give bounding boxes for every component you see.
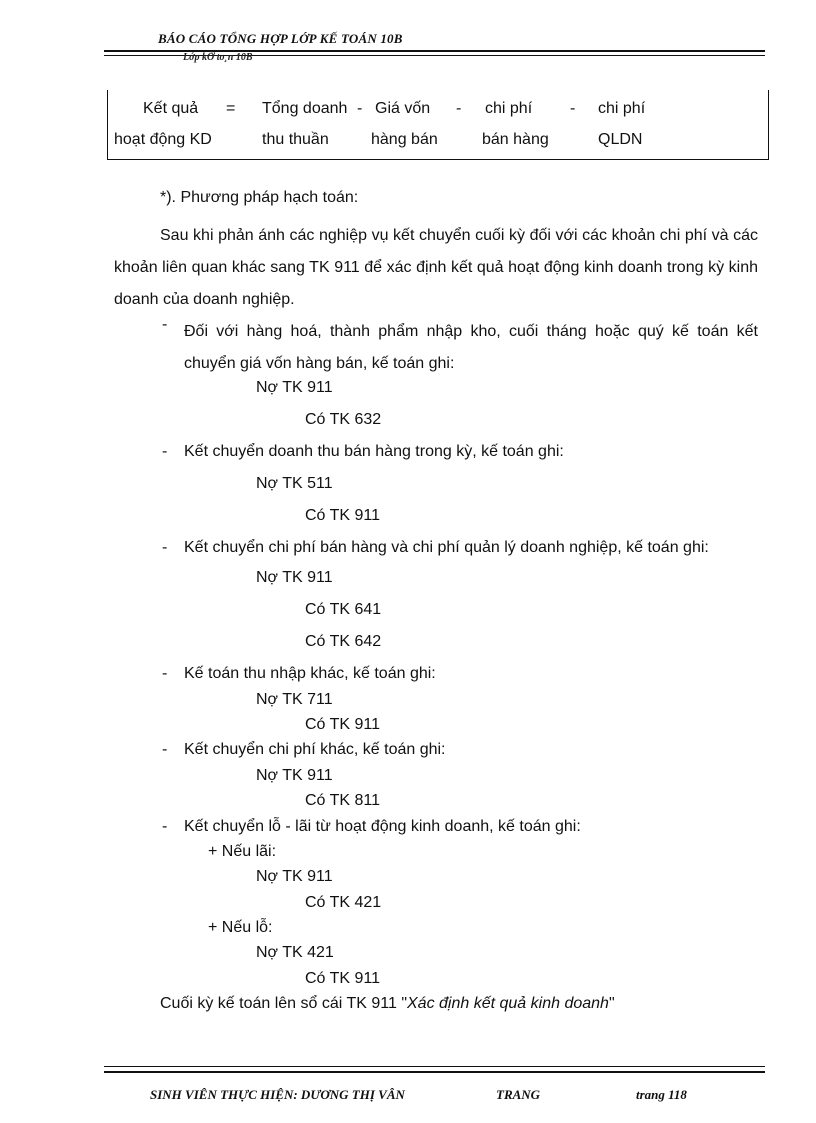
case-loss-label: + Nếu lỗ: bbox=[208, 919, 273, 936]
item-3-credit-2: Có TK 642 bbox=[305, 633, 382, 650]
bullet-dash: - bbox=[162, 665, 168, 682]
bullet-dash: - bbox=[162, 539, 168, 556]
item-1-credit: Có TK 632 bbox=[305, 411, 382, 428]
formula-result-label: Kết quả bbox=[143, 100, 199, 117]
case-profit-label: + Nếu lãi: bbox=[208, 843, 277, 860]
bullet-dash: - bbox=[162, 818, 168, 835]
formula-minus-1: - bbox=[357, 100, 363, 117]
header-title: BÁO CÁO TỔNG HỢP LỚP KẾ TOÁN 10B bbox=[158, 31, 403, 46]
item-1-debit: Nợ TK 911 bbox=[256, 379, 333, 396]
case-profit-debit: Nợ TK 911 bbox=[256, 868, 333, 885]
formula-selling-cost-label: chi phí bbox=[485, 100, 533, 117]
closing-sentence: Cuối kỳ kế toán lên sổ cái TK 911 "Xác định kết quả kinh doanh" bbox=[160, 995, 615, 1012]
footer-page-number: trang 118 bbox=[636, 1087, 687, 1102]
item-3-debit: Nợ TK 911 bbox=[256, 569, 333, 586]
bullet-dash: - bbox=[162, 316, 168, 333]
case-loss-debit: Nợ TK 421 bbox=[256, 944, 334, 961]
item-3-text: Kết chuyển chi phí bán hàng và chi phí quản lý doanh nghiệp, kế toán ghi: bbox=[184, 539, 709, 556]
item-5-text: Kết chuyển chi phí khác, kế toán ghi: bbox=[184, 741, 446, 758]
bullet-dash: - bbox=[162, 443, 168, 460]
item-2-debit: Nợ TK 511 bbox=[256, 475, 333, 492]
formula-cogs-label: Giá vốn bbox=[375, 100, 431, 117]
case-profit-credit: Có TK 421 bbox=[305, 894, 382, 911]
footer-rule-top bbox=[104, 1066, 765, 1067]
item-2-text: Kết chuyển doanh thu bán hàng trong kỳ, kế toán ghi: bbox=[184, 443, 564, 460]
item-4-debit: Nợ TK 711 bbox=[256, 691, 333, 708]
formula-minus-2: - bbox=[456, 100, 462, 117]
footer-rule-bottom bbox=[104, 1071, 765, 1073]
item-5-credit: Có TK 811 bbox=[305, 792, 381, 809]
method-heading: *). Phương pháp hạch toán: bbox=[160, 189, 359, 206]
intro-paragraph: Sau khi phản ánh các nghiệp vụ kết chuyển cuối kỳ đối với các khoản chi phí và các khoản liên quan khác sang TK 911 để xác định kết quả hoạt động kinh doanh trong kỳ kinh doanh của doanh nghiệp. bbox=[114, 227, 758, 308]
item-4-credit: Có TK 911 bbox=[305, 716, 381, 733]
item-3-credit-1: Có TK 641 bbox=[305, 601, 382, 618]
footer-author: SINH VIÊN THỰC HIỆN: DƯƠNG THỊ VÂN bbox=[150, 1087, 405, 1102]
formula-result-label-2: hoạt động KD bbox=[114, 131, 212, 148]
bullet-dash: - bbox=[162, 741, 168, 758]
item-5-debit: Nợ TK 911 bbox=[256, 767, 333, 784]
item-1-text: Đối với hàng hoá, thành phẩm nhập kho, cuối tháng hoặc quý kế toán kết chuyển giá vốn hàng bán, kế toán ghi: bbox=[184, 323, 758, 372]
formula-selling-cost-label-2: bán hàng bbox=[482, 131, 549, 148]
item-6-text: Kết chuyển lỗ - lãi từ hoạt động kinh doanh, kế toán ghi: bbox=[184, 818, 581, 835]
formula-box bbox=[107, 90, 769, 160]
item-4-text: Kế toán thu nhập khác, kế toán ghi: bbox=[184, 665, 436, 682]
formula-cogs-label-2: hàng bán bbox=[371, 131, 438, 148]
formula-minus-3: - bbox=[570, 100, 576, 117]
formula-admin-cost-label-2: QLDN bbox=[598, 131, 643, 148]
formula-revenue-label-2: thu thuần bbox=[262, 131, 329, 148]
header-subtitle: Lớp kỠ to¸n 10B bbox=[183, 52, 253, 63]
case-loss-credit: Có TK 911 bbox=[305, 970, 381, 987]
footer-trang-label: TRANG bbox=[496, 1087, 541, 1102]
formula-equals: = bbox=[226, 100, 236, 117]
item-2-credit: Có TK 911 bbox=[305, 507, 381, 524]
formula-admin-cost-label: chi phí bbox=[598, 100, 646, 117]
formula-revenue-label: Tổng doanh bbox=[262, 100, 348, 117]
closing-italic: Xác định kết quả kinh doanh bbox=[407, 995, 609, 1012]
